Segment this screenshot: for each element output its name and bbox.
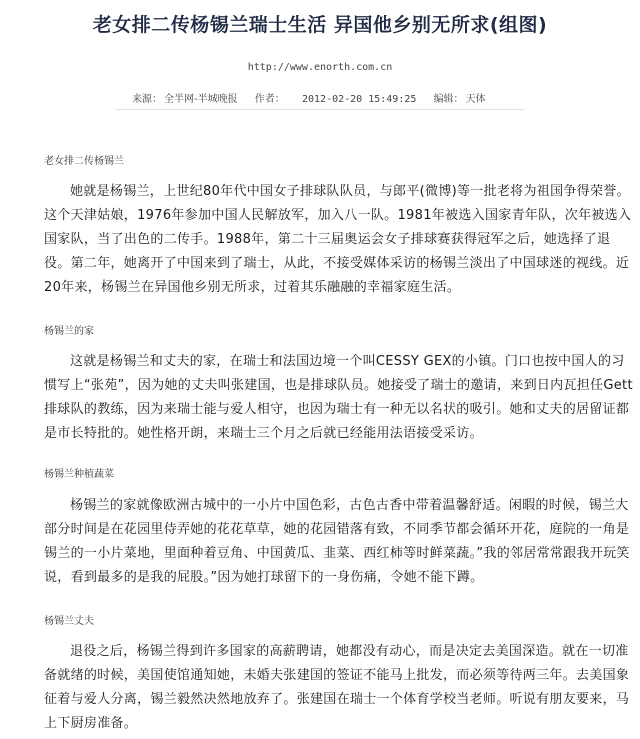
section-heading: 老女排二传杨锡兰 [44, 156, 124, 167]
author-label: 作者： [254, 94, 285, 105]
source-name: 全半网-半城晚报 [164, 94, 238, 105]
section-paragraph: 这就是杨锡兰和丈夫的家，在瑞士和法国边境一个叫CESSY GEX的小镇。门口也按中国人的习惯写上“张苑”，因为她的丈夫叫张建国，也是排球队员。她接受了瑞士的邀请，来到日内瓦担任Gett排球队的教练，因为来瑞士能与爱人相守，也因为瑞士有一种无以名状的吸引。她和丈夫的居留证都是市长特批的。她性格开朗，来瑞士三个月之后就已经能用法语接受采访。 [44, 354, 633, 441]
source-label: 来源： [132, 94, 162, 105]
editor-label: 编辑： [433, 94, 464, 105]
article-title: 老女排二传杨锡兰瑞士生活 异国他乡别无所求(组图) [92, 14, 548, 36]
source-url[interactable]: http://www.enorth.com.cn [247, 62, 393, 73]
editor-name: 天体 [465, 94, 486, 105]
section-heading: 杨锡兰丈夫 [44, 616, 94, 627]
publish-date: 2012-02-20 15:49:25 [301, 94, 417, 105]
section-paragraph: 她就是杨锡兰，上世纪80年代中国女子排球队队员，与郎平(微博)等一批老将为祖国争得荣誉。这个天津姑娘，1976年参加中国人民解放军，加入八一队。1981年被选入国家青年队，次年被选入国家队，当了出色的二传手。1988年，第二十三届奥运会女子排球赛获得冠军之后，她选择了退役。第二年，她离开了中国来到了瑞士，从此，不接受媒体采访的杨锡兰淡出了中国球迷的视线。近20年来，杨锡兰在异国他乡别无所求，过着其乐融融的幸福家庭生活。 [44, 184, 632, 295]
section-heading: 杨锡兰的家 [44, 326, 94, 337]
section-paragraph: 退役之后，杨锡兰得到许多国家的高薪聘请，她都没有动心，而是决定去美国深造。就在一切准备就绪的时候，美国使馆通知她，未婚夫张建国的签证不能马上批发，而必须等待两三年。去美国象征着与爱人分离，锡兰毅然决然地放弃了。张建国在瑞士一个体育学校当老师。听说有朋友要来，马上下厨房准备。 [44, 644, 630, 731]
article-meta [132, 90, 500, 105]
section-heading: 杨锡兰种植蔬菜 [44, 469, 114, 480]
header-divider [115, 109, 525, 110]
section-paragraph: 杨锡兰的家就像欧洲古城中的一小片中国色彩，古色古香中带着温馨舒适。闲暇的时候，锡兰大部分时间是在花园里侍弄她的花花草草，她的花园错落有致，不同季节都会循环开花，庭院的一角是锡兰的一小片菜地，里面种着豆角、中国黄瓜、韭菜、西红柿等时鲜菜蔬。”我的邻居常常跟我开玩笑说，看到最多的是我的屁股。”因为她打球留下的一身伤痛，令她不能下蹲。 [44, 498, 630, 585]
